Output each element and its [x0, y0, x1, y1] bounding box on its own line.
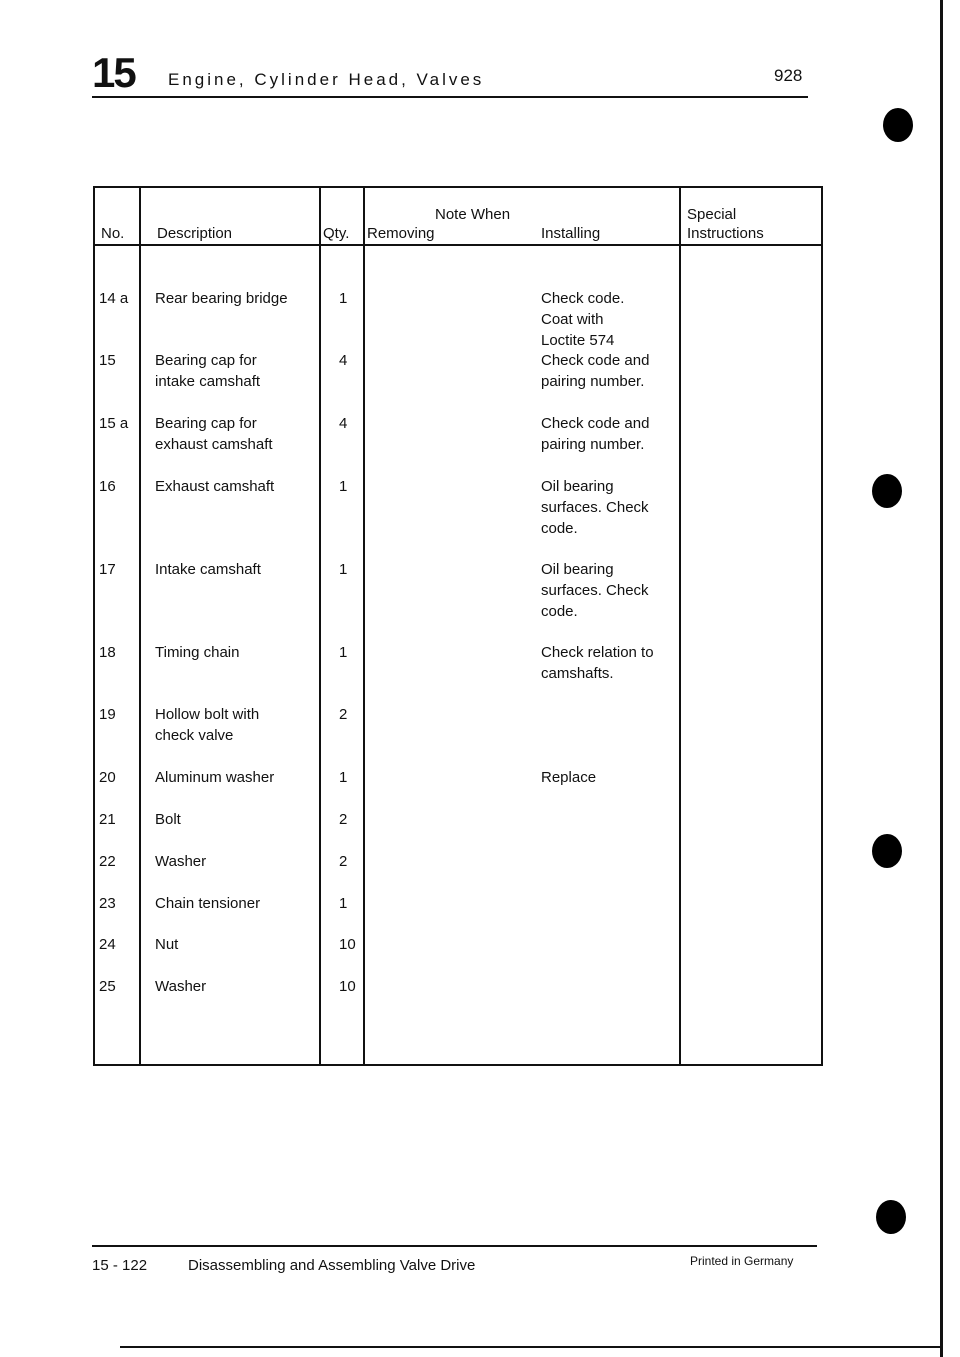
parts-table: [93, 186, 823, 1066]
row-number: 16: [99, 478, 116, 495]
row-description: Intake camshaft: [155, 561, 261, 578]
page-edge-line: [940, 0, 943, 1357]
column-divider: [363, 188, 365, 1064]
header-removing: Removing: [367, 225, 435, 242]
row-quantity: 1: [339, 769, 348, 786]
row-quantity: 1: [339, 644, 348, 661]
column-divider: [679, 188, 681, 1064]
row-number: 15: [99, 352, 116, 369]
row-installing-note: Check code and pairing number.: [541, 352, 650, 390]
binder-hole-mark: [883, 108, 913, 142]
header-no: No.: [101, 225, 125, 242]
row-quantity: 2: [339, 706, 348, 723]
row-installing-note: Check relation to camshafts.: [541, 644, 654, 682]
header-description: Description: [157, 225, 233, 242]
row-description: Hollow bolt with check valve: [155, 706, 260, 744]
row-installing-note: Check code and pairing number.: [541, 415, 650, 453]
row-installing-note: Check code. Coat with Loctite 574: [541, 290, 625, 349]
header-rule: [92, 96, 808, 98]
row-quantity: 1: [339, 290, 348, 307]
page-number: 15 - 122: [92, 1257, 148, 1274]
column-divider: [139, 188, 141, 1064]
row-description: Timing chain: [155, 644, 240, 661]
header-special: Special: [687, 206, 737, 223]
binder-hole-mark: [876, 1200, 906, 1234]
header-qty: Qty.: [323, 225, 350, 242]
row-number: 21: [99, 811, 116, 828]
row-installing-note: Oil bearing surfaces. Check code.: [541, 561, 649, 620]
row-description: Nut: [155, 936, 179, 953]
row-quantity: 1: [339, 561, 348, 578]
row-number: 24: [99, 936, 116, 953]
header-divider: [95, 244, 821, 246]
column-divider: [319, 188, 321, 1064]
row-description: Bearing cap for exhaust camshaft: [155, 415, 273, 453]
row-number: 22: [99, 853, 116, 870]
row-description: Chain tensioner: [155, 895, 261, 912]
printed-note: Printed in Germany: [690, 1254, 794, 1268]
chapter-title: Engine, Cylinder Head, Valves: [168, 70, 485, 89]
row-description: Aluminum washer: [155, 769, 275, 786]
model-number: 928: [774, 66, 803, 85]
row-number: 18: [99, 644, 116, 661]
row-number: 19: [99, 706, 116, 723]
row-quantity: 4: [339, 415, 348, 432]
row-quantity: 1: [339, 478, 348, 495]
row-description: Washer: [155, 978, 207, 995]
row-quantity: 4: [339, 352, 348, 369]
row-quantity: 2: [339, 811, 348, 828]
chapter-number: 15: [92, 49, 135, 96]
row-number: 17: [99, 561, 116, 578]
row-quantity: 10: [339, 978, 356, 995]
section-title: Disassembling and Assembling Valve Drive: [188, 1257, 476, 1274]
row-quantity: 10: [339, 936, 356, 953]
row-description: Bolt: [155, 811, 181, 828]
footer-rule: [92, 1245, 817, 1247]
row-description: Bearing cap for intake camshaft: [155, 352, 261, 390]
row-installing-note: Replace: [541, 769, 597, 786]
row-number: 15 a: [99, 415, 129, 432]
row-description: Rear bearing bridge: [155, 290, 288, 307]
bottom-rule: [120, 1346, 940, 1348]
row-installing-note: Oil bearing surfaces. Check code.: [541, 478, 649, 537]
row-quantity: 1: [339, 895, 348, 912]
row-quantity: 2: [339, 853, 348, 870]
row-number: 25: [99, 978, 116, 995]
row-description: Exhaust camshaft: [155, 478, 275, 495]
binder-hole-mark: [872, 834, 902, 868]
row-description: Washer: [155, 853, 207, 870]
row-number: 20: [99, 769, 116, 786]
header-note-when: Note When: [435, 206, 511, 223]
row-number: 23: [99, 895, 116, 912]
header-instructions: Instructions: [687, 225, 764, 242]
header-installing: Installing: [541, 225, 601, 242]
binder-hole-mark: [872, 474, 902, 508]
row-number: 14 a: [99, 290, 129, 307]
